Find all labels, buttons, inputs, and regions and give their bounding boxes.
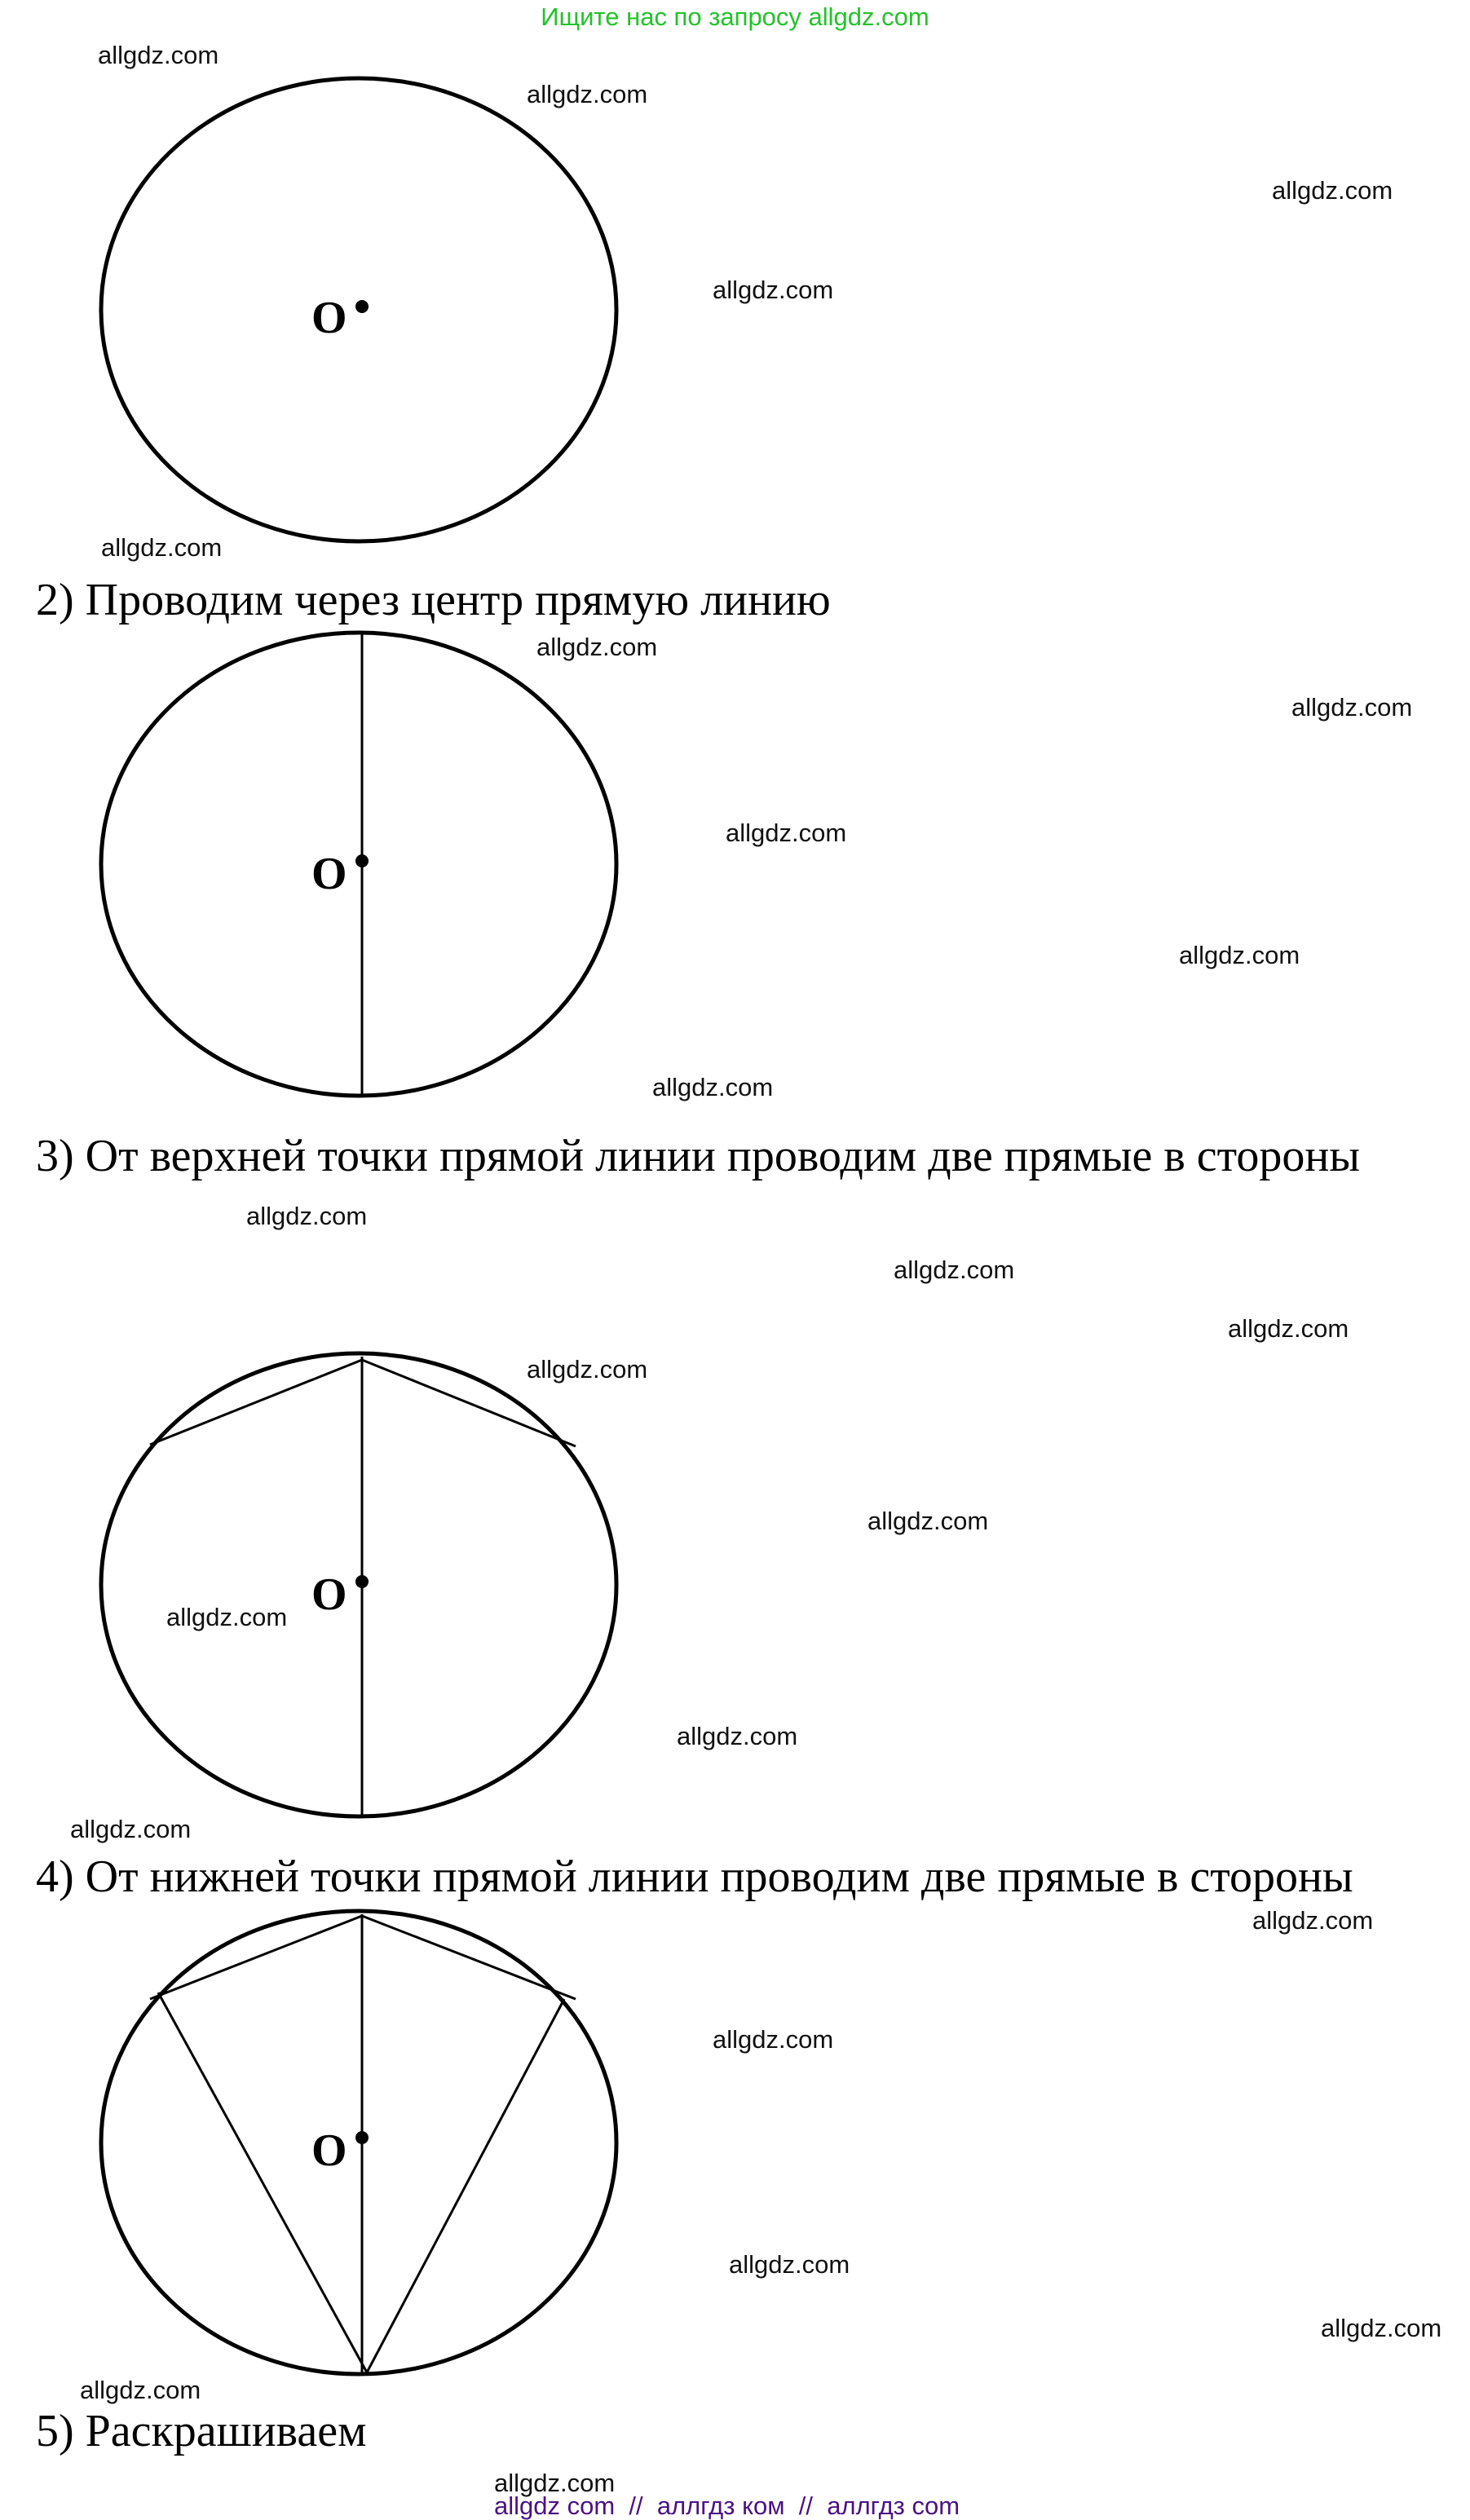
footer-watermark: allgdz com // аллгдз ком // аллгдз com bbox=[494, 2491, 960, 2520]
center-label: O bbox=[311, 1569, 347, 1620]
watermark: allgdz.com bbox=[867, 1507, 989, 1535]
step-heading: 3) От верхней точки прямой линии проводим две прямые в стороны bbox=[36, 1131, 1360, 1181]
watermark: allgdz.com bbox=[1291, 693, 1413, 722]
watermark: allgdz.com bbox=[713, 276, 834, 304]
watermark: allgdz.com bbox=[70, 1815, 192, 1843]
center-label: O bbox=[311, 2125, 347, 2176]
center-label: O bbox=[311, 293, 347, 343]
bottom-right-line-4 bbox=[367, 1999, 564, 2372]
watermark: allgdz.com bbox=[652, 1073, 774, 1101]
search-hint-banner: Ищите нас по запросу allgdz.com bbox=[541, 2, 929, 31]
watermark: allgdz.com bbox=[1321, 2314, 1442, 2342]
center-point-4 bbox=[355, 2131, 369, 2144]
watermark: allgdz.com bbox=[894, 1256, 1015, 1284]
watermark: allgdz.com bbox=[80, 2376, 201, 2404]
top-right-line-4 bbox=[362, 1916, 576, 1999]
watermark: allgdz.com bbox=[101, 533, 223, 562]
step-heading: 5) Раскрашиваем bbox=[36, 2406, 367, 2456]
watermark: allgdz.com bbox=[527, 1355, 648, 1384]
watermark: allgdz.com bbox=[729, 2250, 850, 2279]
watermark: allgdz.com bbox=[1228, 1314, 1349, 1343]
watermark: allgdz.com bbox=[536, 633, 658, 661]
center-point-1 bbox=[355, 300, 369, 313]
watermark: allgdz.com bbox=[1179, 941, 1300, 969]
watermark: allgdz.com bbox=[1272, 176, 1393, 205]
watermark: allgdz.com bbox=[713, 2025, 834, 2054]
center-point-3 bbox=[355, 1575, 369, 1588]
center-label: O bbox=[311, 849, 347, 899]
watermark: allgdz.com bbox=[98, 41, 219, 69]
watermark: allgdz.com bbox=[246, 1202, 368, 1230]
watermark: allgdz.com bbox=[677, 1722, 798, 1750]
step-heading: 2) Проводим через центр прямую линию bbox=[36, 575, 831, 625]
watermark: allgdz.com bbox=[726, 819, 847, 847]
center-point-2 bbox=[355, 854, 369, 867]
step-heading: 4) От нижней точки прямой линии проводим две прямые в стороны bbox=[36, 1851, 1353, 1902]
watermark: allgdz.com bbox=[1252, 1906, 1374, 1935]
watermark: allgdz.com bbox=[494, 2469, 616, 2497]
watermark: allgdz.com bbox=[527, 80, 648, 108]
watermark: allgdz.com bbox=[166, 1603, 288, 1631]
